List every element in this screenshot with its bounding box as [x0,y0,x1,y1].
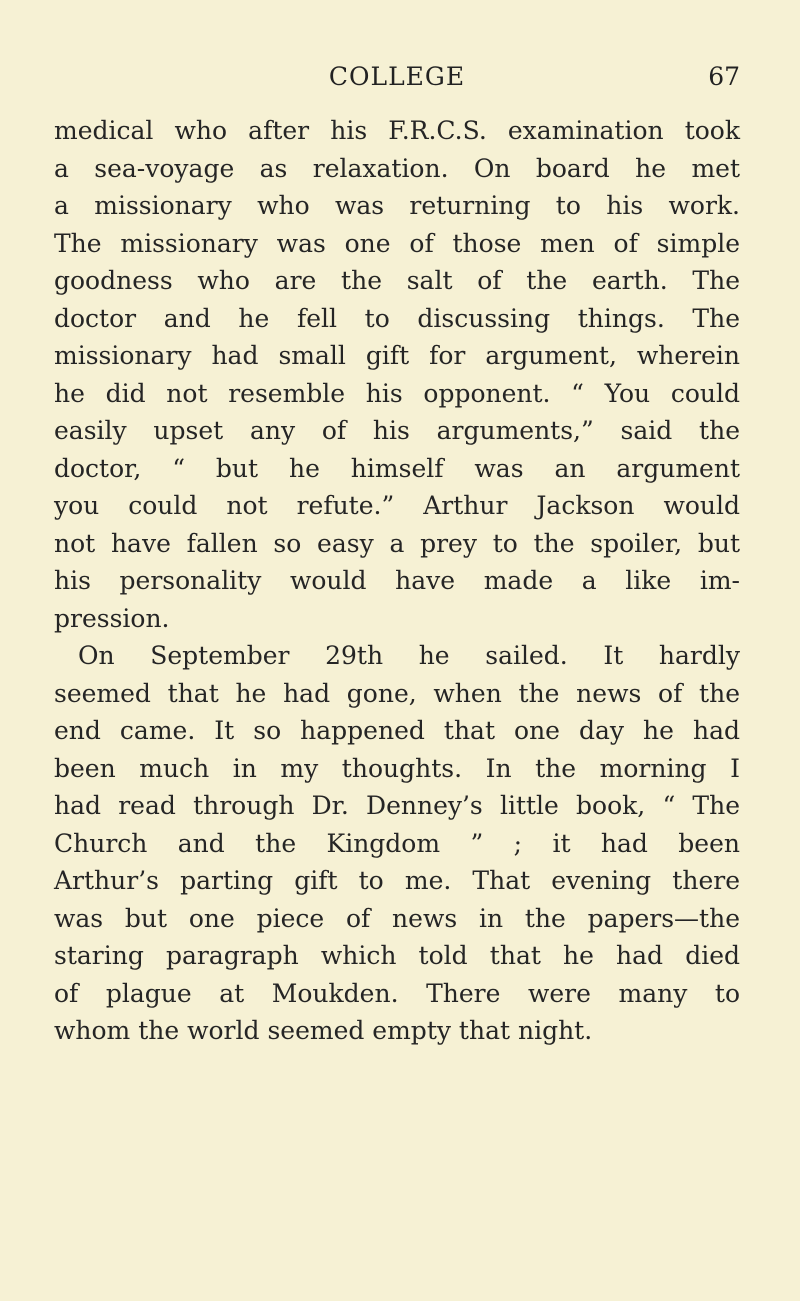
text-line: Church and the Kingdom ” ; it had been [54,828,740,858]
text-line: pression. [54,603,170,633]
text-line: a missionary who was returning to his work. [54,191,740,220]
text-line: medical who after his F.R.C.S. examination took [54,116,740,145]
text-line: of plague at Moukden. There were many to [54,978,740,1008]
running-head [54,62,740,102]
text-line: not have fallen so easy a prey to the spoiler, but [54,528,740,558]
text-line: doctor and he fell to discussing things. The [54,303,740,333]
text-line: The missionary was one of those men of simple [54,228,740,258]
text-line: seemed that he had gone, when the news of the [54,678,740,708]
text-line: been much in my thoughts. In the morning I [54,753,740,783]
text-line: Arthur’s parting gift to me. That evening there [54,866,740,895]
text-line: he did not resemble his opponent. “ You could [54,378,740,408]
text-line: missionary had small gift for argument, wherein [54,341,740,370]
text-line: On September 29th he sailed. It hardly [78,641,740,670]
running-title: COLLEGE [328,62,466,91]
text-line: you could not refute.” Arthur Jackson would [54,491,740,520]
page-number: 67 [708,62,740,91]
text-line: whom the world seemed empty that night. [54,1016,593,1045]
text-line: his personality would have made a like im- [54,566,740,595]
text-line: goodness who are the salt of the earth. The [54,266,740,295]
body-text [54,112,740,1050]
text-line: staring paragraph which told that he had died [54,941,740,970]
text-line: was but one piece of news in the papers—the [54,903,740,933]
text-line: had read through Dr. Denney’s little book, “ The [54,791,740,820]
text-line: easily upset any of his arguments,” said the [54,416,740,445]
text-line: end came. It so happened that one day he had [54,716,740,745]
text-line: doctor, “ but he himself was an argument [54,453,740,483]
text-line: a sea-voyage as relaxation. On board he met [54,153,740,183]
